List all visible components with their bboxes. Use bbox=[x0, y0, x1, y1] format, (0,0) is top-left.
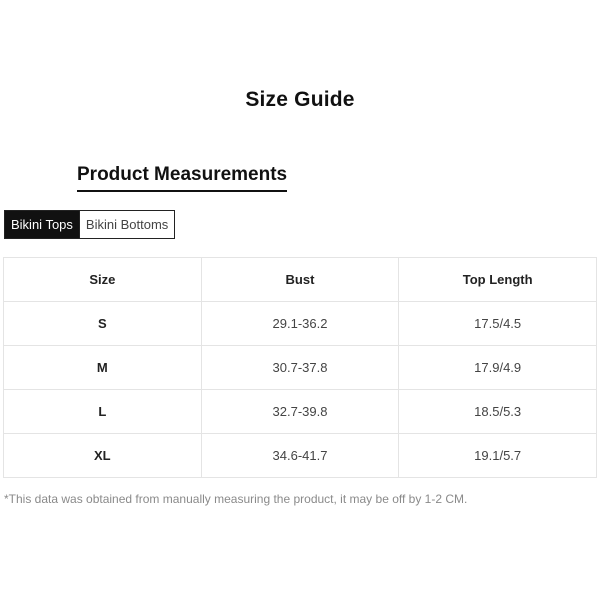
top-length-cell: 18.5/5.3 bbox=[399, 390, 597, 434]
size-cell: XL bbox=[4, 434, 202, 478]
table-row bbox=[4, 390, 597, 434]
size-cell: S bbox=[4, 302, 202, 346]
top-length-cell: 17.9/4.9 bbox=[399, 346, 597, 390]
size-table bbox=[3, 257, 597, 478]
page-title: Size Guide bbox=[245, 88, 355, 111]
size-cell: M bbox=[4, 346, 202, 390]
header-top-length: Top Length bbox=[399, 258, 597, 302]
table-row bbox=[4, 346, 597, 390]
section-title: Product Measurements bbox=[77, 164, 287, 192]
bust-cell: 29.1-36.2 bbox=[201, 302, 399, 346]
tab-bikini-tops[interactable]: Bikini Tops bbox=[4, 210, 80, 239]
bust-cell: 30.7-37.8 bbox=[201, 346, 399, 390]
bust-cell: 34.6-41.7 bbox=[201, 434, 399, 478]
tab-bikini-bottoms[interactable]: Bikini Bottoms bbox=[80, 210, 175, 239]
bust-cell: 32.7-39.8 bbox=[201, 390, 399, 434]
size-table-container bbox=[3, 257, 597, 478]
top-length-cell: 17.5/4.5 bbox=[399, 302, 597, 346]
top-length-cell: 19.1/5.7 bbox=[399, 434, 597, 478]
table-header-row bbox=[4, 258, 597, 302]
header-size: Size bbox=[4, 258, 202, 302]
measurement-disclaimer: *This data was obtained from manually measuring the product, it may be off by 1-2 CM. bbox=[4, 492, 468, 506]
table-row bbox=[4, 434, 597, 478]
table-row bbox=[4, 302, 597, 346]
size-cell: L bbox=[4, 390, 202, 434]
tab-bar bbox=[4, 210, 175, 239]
header-bust: Bust bbox=[201, 258, 399, 302]
